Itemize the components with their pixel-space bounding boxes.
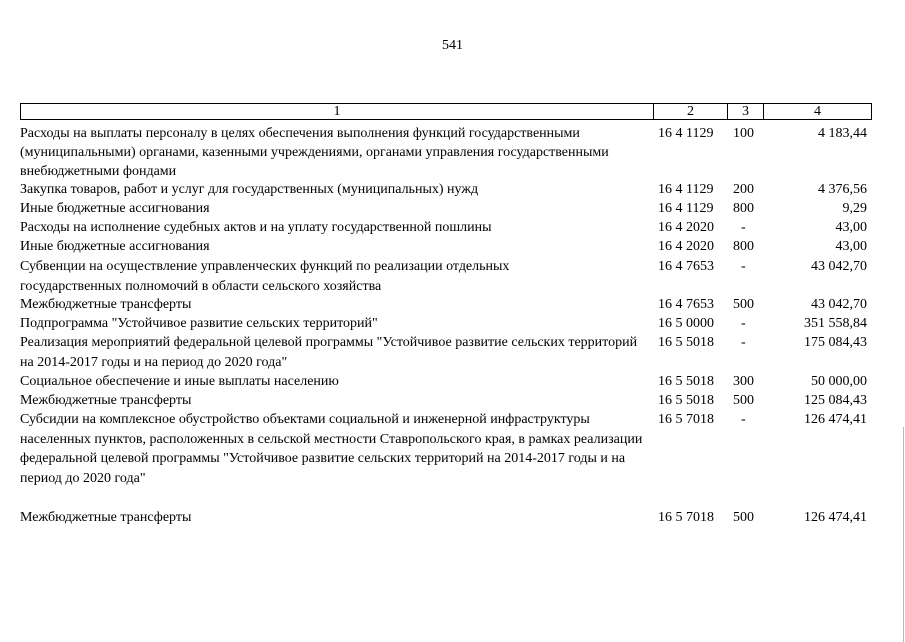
row-expense-type: 200 [733,182,754,197]
row-amount: 125 084,43 [804,393,867,408]
row-code: 16 5 0000 [658,316,714,331]
row-expense-type: 800 [733,201,754,216]
row-amount: 43 042,70 [811,259,867,274]
row-amount: 50 000,00 [811,374,867,389]
row-expense-type: - [741,220,746,235]
row-amount: 175 084,43 [804,335,867,350]
row-code: 16 5 7018 [658,510,714,525]
row-expense-type: - [741,412,746,427]
page-number: 541 [442,38,463,53]
row-code: 16 4 2020 [658,239,714,254]
row-description: Межбюджетные трансферты [20,393,192,408]
row-code: 16 5 5018 [658,374,714,389]
row-amount: 4 376,56 [818,182,867,197]
row-description: Субсидии на комплексное обустройство объектами социальной и инженерной инфраструктуры населенных пунктов, расположенных в сельской местности Ставропольского края, в рамках реализации федеральной целевой программы "Устойчивое развитие сельских территорий на 2014-2017 годы и на период до 2020 года" [20,412,643,486]
row-code: 16 4 7653 [658,297,714,312]
row-description: Подпрограмма "Устойчивое развитие сельских территорий" [20,316,378,331]
header-col-4: 4 [763,103,872,120]
row-code: 16 4 7653 [658,259,714,274]
scan-edge-line [903,427,904,642]
row-expense-type: 500 [733,297,754,312]
row-description: Расходы на выплаты персоналу в целях обеспечения выполнения функций государственными (муниципальными) органами, казенными учреждениями, органами управления государственными внебюджетными фондами [20,126,609,179]
row-expense-type: 500 [733,393,754,408]
row-expense-type: - [741,335,746,350]
row-expense-type: - [741,259,746,274]
row-amount: 126 474,41 [804,412,867,427]
row-amount: 43 042,70 [811,297,867,312]
header-col-2: 2 [653,103,728,120]
header-col-1: 1 [20,103,654,120]
row-code: 16 4 1129 [658,201,714,216]
row-amount: 9,29 [842,201,867,216]
row-amount: 4 183,44 [818,126,867,141]
row-code: 16 4 2020 [658,220,714,235]
row-description: Расходы на исполнение судебных актов и на уплату государственной пошлины [20,220,492,235]
row-expense-type: - [741,316,746,331]
row-description: Межбюджетные трансферты [20,297,192,312]
row-code: 16 5 5018 [658,393,714,408]
row-expense-type: 300 [733,374,754,389]
row-description: Субвенции на осуществление управленческих функций по реализации отдельных государственных полномочий в области сельского хозяйства [20,259,510,294]
row-code: 16 4 1129 [658,182,714,197]
row-description: Иные бюджетные ассигнования [20,201,210,216]
row-code: 16 5 5018 [658,335,714,350]
row-expense-type: 100 [733,126,754,141]
row-amount: 43,00 [835,239,867,254]
row-amount: 43,00 [835,220,867,235]
row-code: 16 4 1129 [658,126,714,141]
row-description: Социальное обеспечение и иные выплаты населению [20,374,339,389]
row-description: Межбюджетные трансферты [20,510,192,525]
row-expense-type: 500 [733,510,754,525]
row-description: Иные бюджетные ассигнования [20,239,210,254]
row-amount: 351 558,84 [804,316,867,331]
row-code: 16 5 7018 [658,412,714,427]
row-amount: 126 474,41 [804,510,867,525]
row-description: Закупка товаров, работ и услуг для государственных (муниципальных) нужд [20,182,479,197]
header-col-3: 3 [727,103,764,120]
row-description: Реализация мероприятий федеральной целевой программы "Устойчивое развитие сельских территорий на 2014-2017 годы и на период до 2020 года" [20,335,638,370]
row-expense-type: 800 [733,239,754,254]
